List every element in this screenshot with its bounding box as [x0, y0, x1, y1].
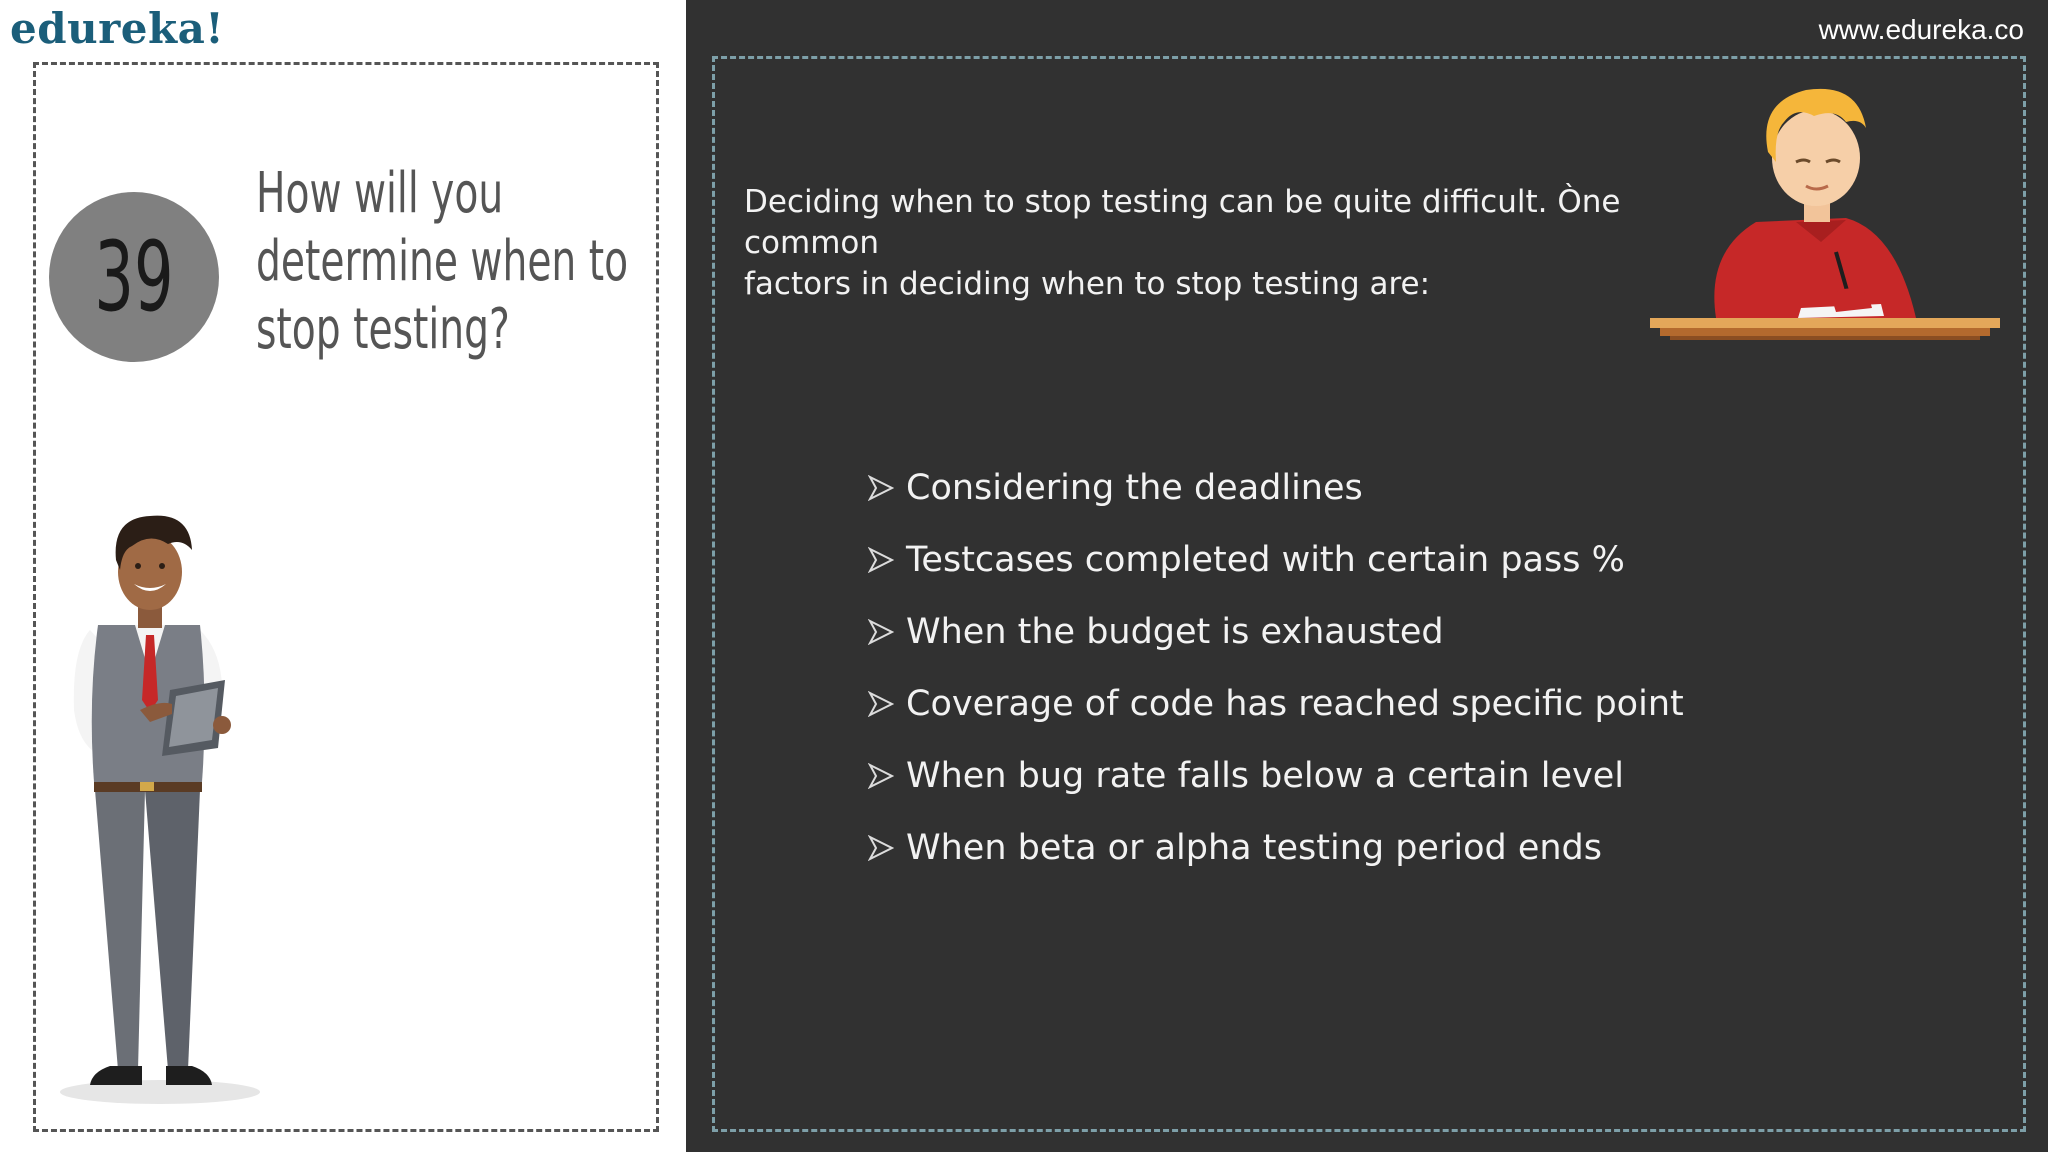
arrowhead-bullet-icon	[868, 619, 894, 645]
arrowhead-bullet-icon	[868, 475, 894, 501]
arrowhead-bullet-icon	[868, 835, 894, 861]
list-item	[868, 740, 1684, 812]
answer-intro	[744, 182, 1744, 305]
student-writing-illustration	[1646, 82, 2006, 362]
man-with-tablet-illustration	[50, 500, 290, 1120]
question-number: 39	[94, 221, 174, 333]
answer-point-text: When beta or alpha testing period ends	[906, 828, 1603, 868]
answer-point-text: When bug rate falls below a certain level	[906, 756, 1624, 796]
answer-intro-line: factors in deciding when to stop testing are:	[744, 266, 1431, 302]
list-item	[868, 668, 1684, 740]
arrowhead-bullet-icon	[868, 547, 894, 573]
list-item	[868, 524, 1684, 596]
list-item	[868, 812, 1684, 884]
question-title	[256, 160, 629, 364]
list-item	[868, 596, 1684, 668]
list-item	[868, 452, 1684, 524]
question-number-badge	[49, 192, 219, 362]
answer-points-list	[868, 452, 1684, 884]
question-line: stop testing?	[256, 297, 510, 362]
right-panel	[686, 0, 2048, 1152]
arrowhead-bullet-icon	[868, 691, 894, 717]
answer-point-text: When the budget is exhausted	[906, 612, 1444, 652]
left-panel	[0, 0, 686, 1152]
answer-point-text: Testcases completed with certain pass %	[906, 540, 1625, 580]
question-line: How will you	[256, 161, 504, 226]
answer-intro-line: Deciding when to stop testing can be quite difficult. Òne common	[744, 184, 1621, 261]
edureka-logo: edureka!	[10, 4, 225, 53]
answer-point-text: Considering the deadlines	[906, 468, 1363, 508]
website-url[interactable]: www.edureka.co	[1818, 14, 2024, 45]
question-line: determine when to	[256, 229, 629, 294]
arrowhead-bullet-icon	[868, 763, 894, 789]
answer-point-text: Coverage of code has reached specific point	[906, 684, 1684, 724]
